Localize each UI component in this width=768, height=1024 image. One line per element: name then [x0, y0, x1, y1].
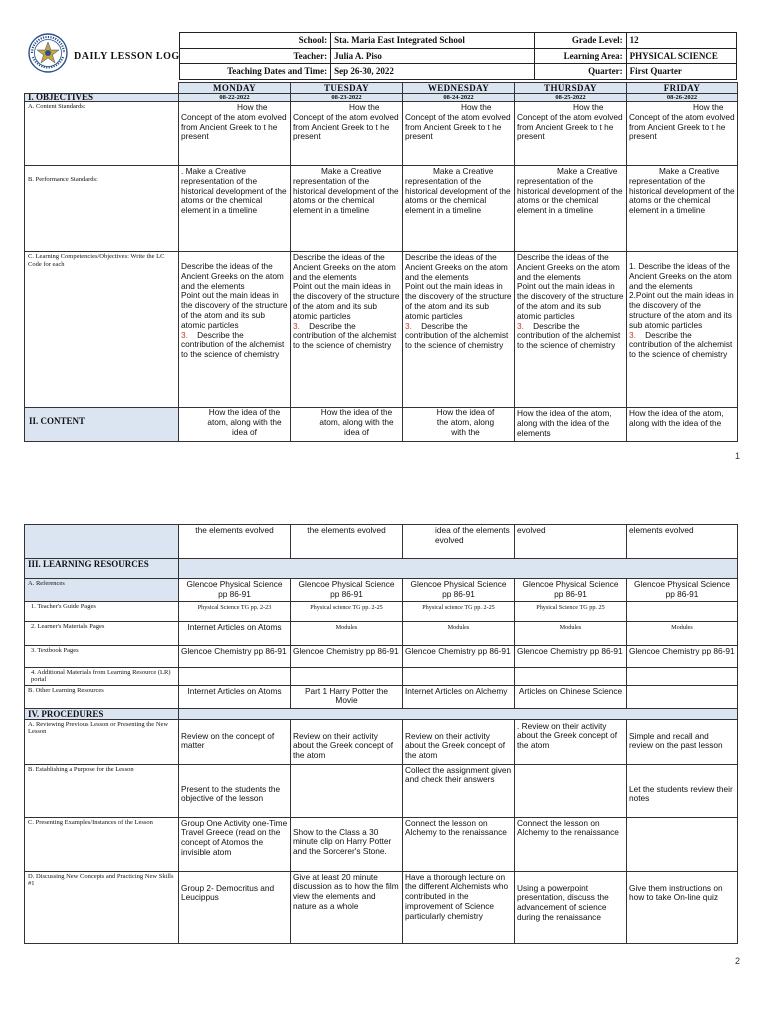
reference-cell: Glencoe Physical Science pp 86-91 — [179, 579, 291, 602]
discussing-row — [25, 871, 738, 943]
competency-cell — [515, 252, 627, 408]
competency-a: 1. Describe the ideas of the Ancient Greeks on the atom and the elements — [629, 261, 732, 291]
row-label: B. Establishing a Purpose for the Lesson — [25, 764, 179, 817]
performance-standard-cell: Make a Creative representation of the historical development of the atoms or the chemical element in a timeline — [627, 166, 738, 252]
purpose-cell — [291, 764, 403, 817]
teachers-guide-cell: Physical science TG pp. 2-25 — [291, 601, 403, 621]
reference-cell: Glencoe Physical Science pp 86-91 — [627, 579, 738, 602]
competency-c-text: Describe the contribution of the alchemist to the science of chemistry — [181, 329, 285, 360]
competency-b: Point out the main ideas in the discovery of the structure of the atom and its sub atomic particles — [517, 281, 624, 321]
discussing-cell: Give them instructions on how to take On-line quiz — [627, 871, 738, 943]
content-standard-cell: How the Concept of the atom evolved from Ancient Greek to t he present — [403, 102, 515, 166]
competency-b: 2.Point out the main ideas in the discovery of the structure of the atom and its sub atomic particles — [629, 290, 734, 330]
example-cell: Group One Activity one-Time Travel Greece (read on the concept of Atomos the invisible atom — [179, 817, 291, 871]
row-label: A. Content Standards: — [25, 102, 179, 166]
textbook-cell: Glencoe Chemistry pp 86-91 — [291, 645, 403, 667]
competency-c-text: Describe the contribution of the alchemist to the science of chemistry — [293, 320, 397, 351]
purpose-cell: Collect the assignment given and check their answers — [403, 764, 515, 817]
date-friday: 08-26-2022 — [627, 94, 738, 102]
competency-c — [629, 331, 735, 360]
content-cell: the elements evolved — [291, 525, 403, 559]
day-friday: FRIDAY — [627, 83, 738, 94]
row-label: 2. Learner's Materials Pages — [25, 621, 179, 645]
competency-cell — [291, 252, 403, 408]
example-cell — [627, 817, 738, 871]
purpose-cell: Present to the students the objective of the lesson — [179, 764, 291, 817]
competency-c — [405, 322, 512, 351]
row-label: A. Reviewing Previous Lesson or Presenting the New Lesson — [25, 719, 179, 764]
learners-material-cell: Modules — [515, 621, 627, 645]
reference-cell: Glencoe Physical Science pp 86-91 — [291, 579, 403, 602]
additional-cell — [403, 667, 515, 685]
row-label: 1. Teacher's Guide Pages — [25, 601, 179, 621]
content-standard-cell: How the Concept of the atom evolved from Ancient Greek to t he present — [179, 102, 291, 166]
content-cell: How the idea of the atom, along with the idea of — [291, 408, 403, 442]
competency-a: Describe the ideas of the Ancient Greeks on the atom and the elements — [405, 252, 508, 282]
purpose-row — [25, 764, 738, 817]
reviewing-cell: Review on their activity about the Greek concept of the atom — [403, 719, 515, 764]
row-label: A. References — [25, 579, 179, 602]
deped-seal-icon — [28, 33, 68, 73]
content-cell: idea of the elements evolved — [403, 525, 515, 559]
performance-standard-cell: . Make a Creative representation of the historical development of the atoms or the chemical element in a timeline — [179, 166, 291, 252]
examples-row — [25, 817, 738, 871]
competency-c-text: Describe the contribution of the alchemist to the science of chemistry — [517, 320, 621, 351]
competency-num: 3. — [405, 320, 412, 331]
additional-cell — [291, 667, 403, 685]
references-row — [25, 579, 738, 602]
learners-material-cell: Modules — [403, 621, 515, 645]
page-1 — [0, 0, 768, 462]
quarter-label: Quarter: — [534, 64, 626, 80]
other-resource-cell — [627, 685, 738, 708]
grade-level-value: 12 — [626, 33, 736, 49]
learners-material-cell: Modules — [627, 621, 738, 645]
competency-b: Point out the main ideas in the discovery of the structure of the atom and its sub atomic particles — [293, 281, 400, 321]
content-standard-cell: How the Concept of the atom evolved from Ancient Greek to t he present — [627, 102, 738, 166]
additional-cell — [515, 667, 627, 685]
reviewing-cell: Review on the concept of matter — [179, 719, 291, 764]
quarter-value: First Quarter — [626, 64, 736, 80]
competency-num: 3. — [293, 320, 300, 331]
learners-material-cell: Modules — [291, 621, 403, 645]
additional-materials-row — [25, 667, 738, 685]
competency-c — [517, 322, 624, 351]
additional-cell — [627, 667, 738, 685]
competency-c — [293, 322, 400, 351]
purpose-cell: Let the students review their notes — [627, 764, 738, 817]
row-label: B. Other Learning Resources — [25, 685, 179, 708]
content-standards-row — [25, 102, 738, 166]
competency-num: 3. — [181, 329, 188, 340]
day-monday: MONDAY — [179, 83, 291, 94]
day-tuesday: TUESDAY — [291, 83, 403, 94]
daily-lesson-log-title: DAILY LESSON LOG — [74, 51, 180, 62]
additional-cell — [179, 667, 291, 685]
content-row — [25, 408, 738, 442]
competency-cell — [179, 252, 291, 408]
day-thursday: THURSDAY — [515, 83, 627, 94]
grade-level-label: Grade Level: — [534, 33, 626, 49]
learners-material-cell: Internet Articles on Atoms — [179, 621, 291, 645]
competency-c-text: Describe the contribution of the alchemist to the science of chemistry — [629, 329, 733, 360]
competencies-row — [25, 252, 738, 408]
procedures-heading: IV. PROCEDURES — [25, 708, 179, 719]
page-number: 2 — [734, 956, 740, 966]
reviewing-cell: . Review on their activity about the Greek concept of the atom — [515, 719, 627, 764]
learning-area-value: PHYSICAL SCIENCE — [626, 48, 736, 64]
header-info-table — [179, 32, 737, 80]
objectives-table — [24, 82, 738, 442]
competency-cell — [627, 252, 738, 408]
objectives-heading: I. OBJECTIVES — [25, 94, 179, 102]
row-label: 4. Additional Materials from Learning Resource (LR) portal — [25, 667, 179, 685]
resources-procedures-table — [24, 524, 738, 944]
competency-cell — [403, 252, 515, 408]
purpose-cell — [515, 764, 627, 817]
textbook-cell: Glencoe Chemistry pp 86-91 — [627, 645, 738, 667]
competency-a: Describe the ideas of the Ancient Greeks on the atom and the elements — [517, 252, 620, 282]
row-label: B. Performance Standards: — [25, 166, 179, 252]
page-2 — [0, 520, 768, 1024]
teachers-guide-row — [25, 601, 738, 621]
teachers-guide-cell — [627, 601, 738, 621]
date-thursday: 08-25-2022 — [515, 94, 627, 102]
textbook-cell: Glencoe Chemistry pp 86-91 — [179, 645, 291, 667]
example-cell: Connect the lesson on Alchemy to the renaissance — [515, 817, 627, 871]
day-wednesday: WEDNESDAY — [403, 83, 515, 94]
teacher-label: Teacher: — [180, 48, 331, 64]
teachers-guide-cell: Physical science TG pp. 2-25 — [403, 601, 515, 621]
content-continued-row — [25, 525, 738, 559]
competency-b: Point out the main ideas in the discovery of the structure of the atom and its sub atomic particles — [405, 281, 512, 321]
learners-materials-row — [25, 621, 738, 645]
learning-resources-heading: III. LEARNING RESOURCES — [25, 559, 179, 579]
teaching-dates-label: Teaching Dates and Time: — [180, 64, 331, 80]
day-header-row — [25, 83, 738, 94]
row-label: 3. Textbook Pages — [25, 645, 179, 667]
row-label: C. Learning Competencies/Objectives: Write the LC Code for each — [25, 252, 179, 408]
performance-standard-cell: Make a Creative representation of the historical development of the atoms or the chemical element in a timeline — [515, 166, 627, 252]
content-label-continued — [25, 525, 179, 559]
performance-standards-row — [25, 166, 738, 252]
date-monday: 08-22-2022 — [179, 94, 291, 102]
content-cell: How the idea of the atom, along with the idea of the elements — [515, 408, 627, 442]
content-cell: How the idea of the atom, along with the idea of — [179, 408, 291, 442]
content-cell: evolved — [515, 525, 627, 559]
other-resources-row — [25, 685, 738, 708]
reference-cell: Glencoe Physical Science pp 86-91 — [403, 579, 515, 602]
competency-a: Describe the ideas of the Ancient Greeks on the atom and the elements — [293, 252, 396, 282]
content-cell: How the idea of the atom, along with the idea of the — [627, 408, 738, 442]
textbook-cell: Glencoe Chemistry pp 86-91 — [403, 645, 515, 667]
content-standard-cell: How the Concept of the atom evolved from Ancient Greek to t he present — [515, 102, 627, 166]
competency-b: Point out the main ideas in the discovery of the structure of the atom and its sub atomic particles — [181, 290, 288, 330]
reference-cell: Glencoe Physical Science pp 86-91 — [515, 579, 627, 602]
teacher-value: Julia A. Piso — [331, 48, 535, 64]
content-cell: How the idea of the atom, along with the — [403, 408, 515, 442]
date-row — [25, 94, 738, 102]
performance-standard-cell: Make a Creative representation of the historical development of the atoms or the chemical element in a timeline — [403, 166, 515, 252]
teaching-dates-value: Sep 26-30, 2022 — [331, 64, 535, 80]
discussing-cell: Have a thorough lecture on the different Alchemists who contributed in the improvement of Science particularly chemistry — [403, 871, 515, 943]
school-value: Sta. Maria East Integrated School — [331, 33, 535, 49]
other-resource-cell: Articles on Chinese Science — [515, 685, 627, 708]
other-resource-cell: Internet Articles on Atoms — [179, 685, 291, 708]
reviewing-cell: Simple and recall and review on the past lesson — [627, 719, 738, 764]
teachers-guide-cell: Physical Science TG pp. 25 — [515, 601, 627, 621]
page-number: 1 — [734, 451, 740, 461]
competency-a: Describe the ideas of the Ancient Greeks on the atom and the elements — [181, 261, 284, 291]
competency-num: 3. — [629, 329, 636, 340]
discussing-cell: Using a powerpoint presentation, discuss the advancement of science during the renaissance — [515, 871, 627, 943]
competency-num: 3. — [517, 320, 524, 331]
discussing-cell: Group 2- Democritus and Leucippus — [179, 871, 291, 943]
procedures-heading-row — [25, 708, 738, 719]
resources-heading-row — [25, 559, 738, 579]
date-wednesday: 08-24-2022 — [403, 94, 515, 102]
example-cell: Show to the Class a 30 minute clip on Harry Potter and the Sorcerer's Stone. — [291, 817, 403, 871]
reviewing-row — [25, 719, 738, 764]
row-label: D. Discussing New Concepts and Practicing New Skills #1 — [25, 871, 179, 943]
learning-area-label: Learning Area: — [534, 48, 626, 64]
date-tuesday: 08-23-2022 — [291, 94, 403, 102]
competency-c-text: Describe the contribution of the alchemist to the science of chemistry — [405, 320, 509, 351]
discussing-cell: Give at least 20 minute discussion as to how the film view the elements and nature as a whole — [291, 871, 403, 943]
teachers-guide-cell: Physical Science TG pp. 2-23 — [179, 601, 291, 621]
content-standard-cell: How the Concept of the atom evolved from Ancient Greek to t he present — [291, 102, 403, 166]
content-heading: II. CONTENT — [25, 408, 179, 442]
other-resource-cell: Internet Articles on Alchemy — [403, 685, 515, 708]
textbook-row — [25, 645, 738, 667]
school-label: School: — [180, 33, 331, 49]
textbook-cell: Glencoe Chemistry pp 86-91 — [515, 645, 627, 667]
reviewing-cell: Review on their activity about the Greek concept of the atom — [291, 719, 403, 764]
content-cell: elements evolved — [627, 525, 738, 559]
content-cell: the elements evolved — [179, 525, 291, 559]
other-resource-cell: Part 1 Harry Potter the Movie — [291, 685, 403, 708]
row-label: C. Presenting Examples/Instances of the Lesson — [25, 817, 179, 871]
lesson-log-header — [24, 32, 737, 79]
competency-c — [181, 331, 288, 360]
performance-standard-cell: Make a Creative representation of the historical development of the atoms or the chemical element in a timeline — [291, 166, 403, 252]
example-cell: Connect the lesson on Alchemy to the renaissance — [403, 817, 515, 871]
